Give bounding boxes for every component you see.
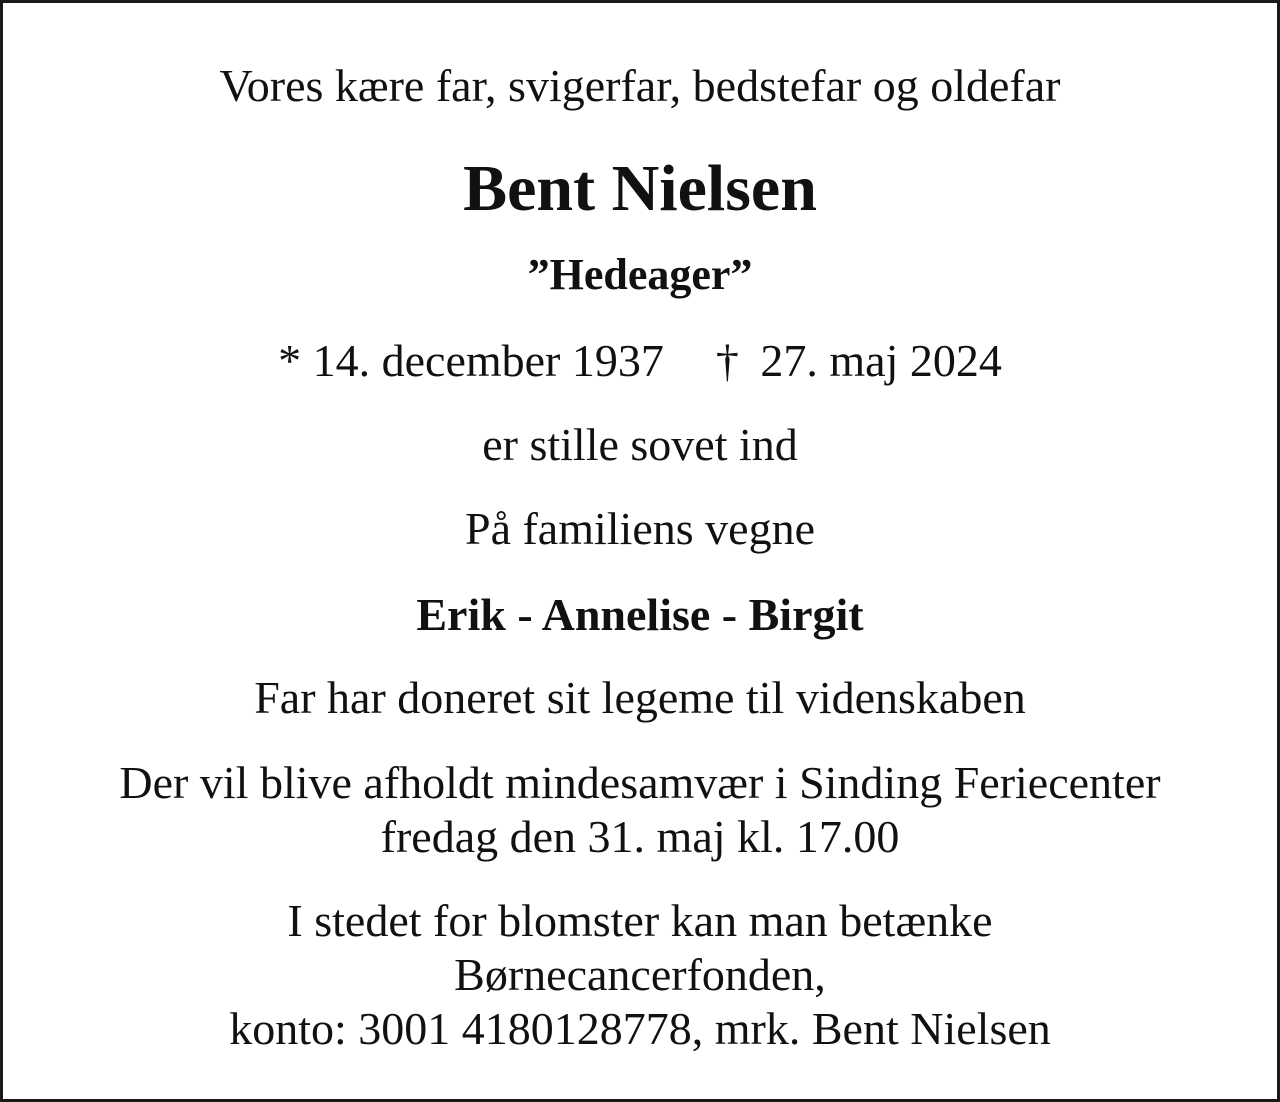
flowers-line: konto: 3001 4180128778, mrk. Bent Nielsen (229, 1003, 1051, 1054)
memorial-info (3, 756, 1277, 864)
rested-text: er stille sovet ind (482, 419, 798, 470)
flowers-line: I stedet for blomster kan man betænke (287, 895, 993, 946)
donation-text: Far har doneret sit legeme til videnskaben (254, 672, 1026, 723)
flowers-line: Børnecancerfonden, (454, 949, 826, 1000)
signers: Erik - Annelise - Birgit (416, 589, 864, 640)
deceased-name: Bent Nielsen (463, 152, 817, 225)
death-date: 27. maj 2024 (760, 335, 1002, 386)
behalf-text: På familiens vegne (464, 503, 815, 554)
flowers-info (3, 894, 1277, 1056)
birth-symbol: * (278, 335, 302, 386)
intro-text: Vores kære far, svigerfar, bedstefar og oldefar (219, 60, 1061, 111)
life-dates (3, 336, 1277, 387)
dagger-icon: † (715, 335, 739, 386)
memorial-line: fredag den 31. maj kl. 17.00 (380, 811, 900, 862)
birth-date: 14. december 1937 (312, 335, 664, 386)
nickname: ”Hedeager” (527, 250, 753, 299)
memorial-line: Der vil blive afholdt mindesamvær i Sinding Feriecenter (119, 757, 1161, 808)
